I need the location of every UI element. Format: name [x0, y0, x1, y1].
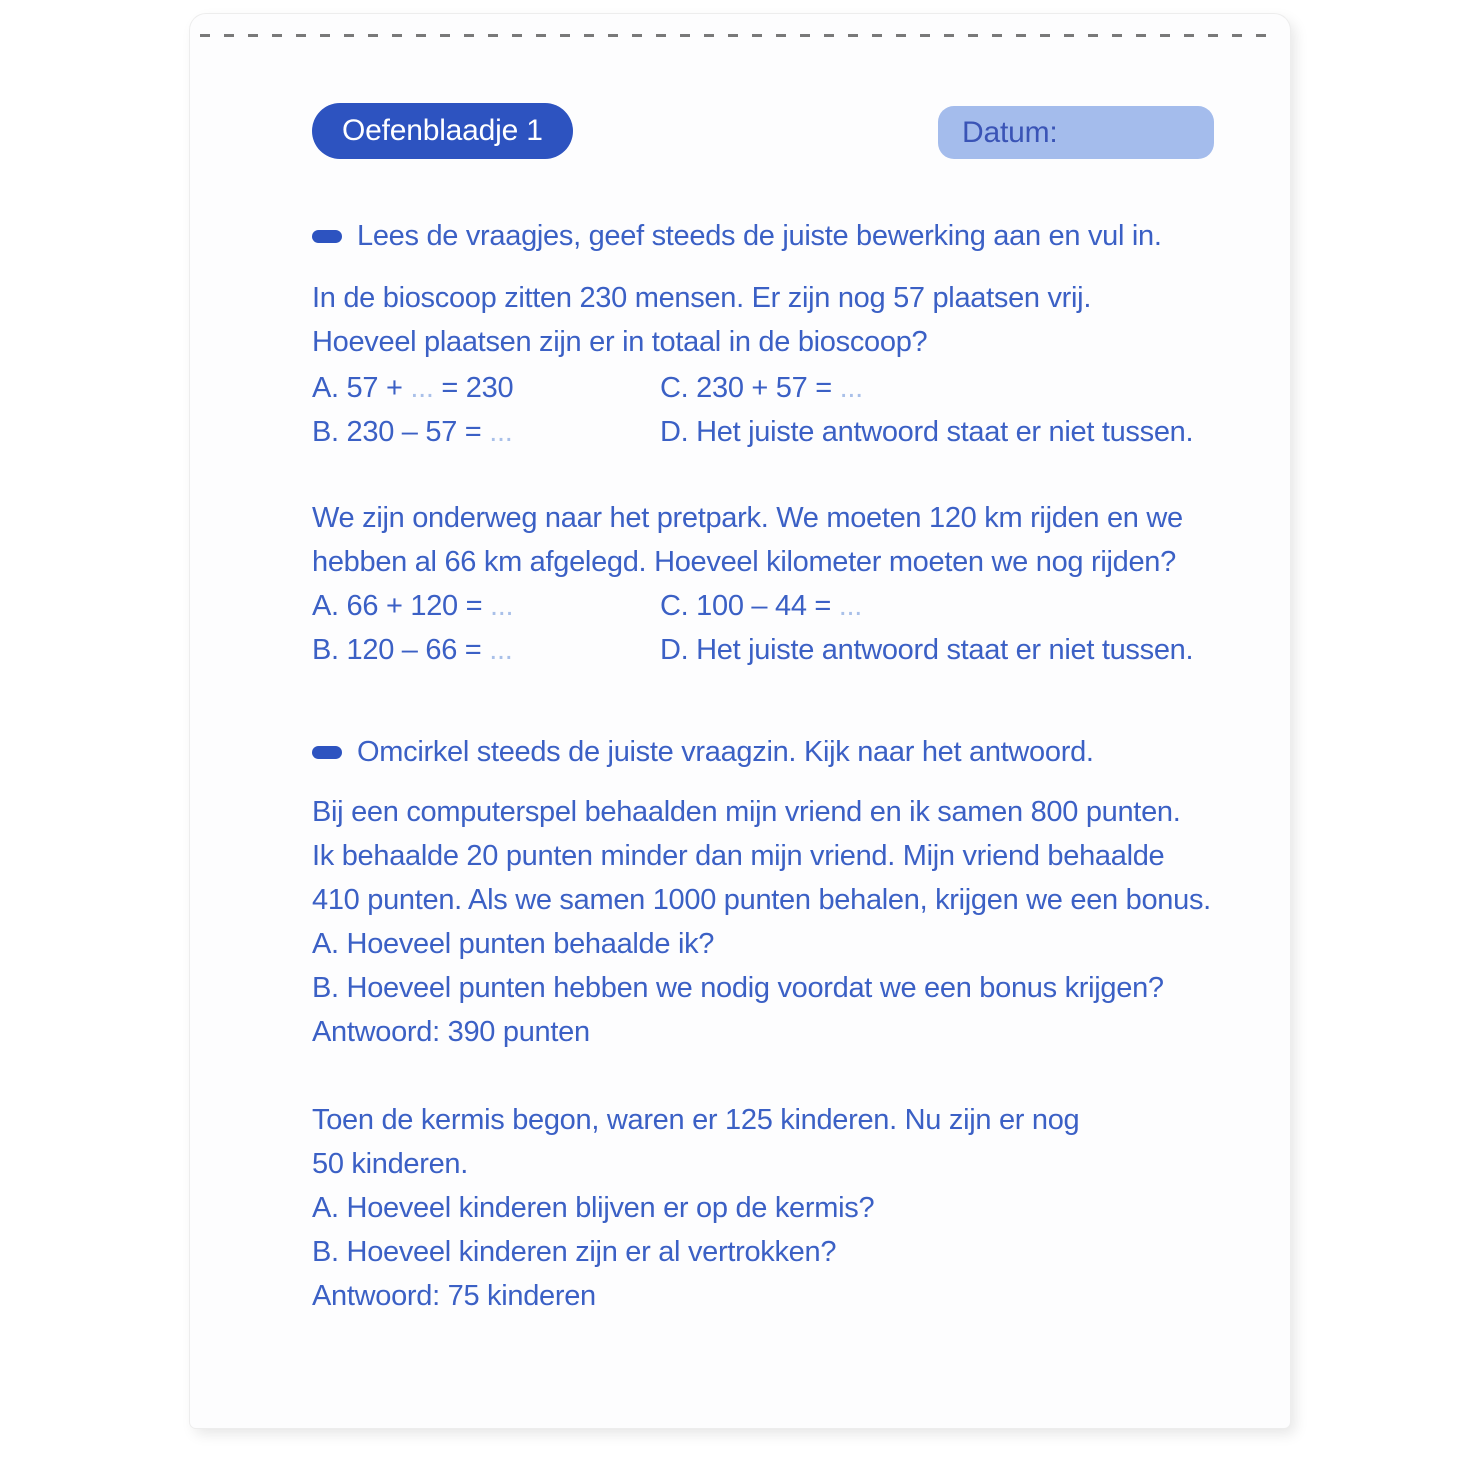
problem-4-line-2: 50 kinderen.: [312, 1148, 469, 1180]
problem-1-text: [312, 276, 1091, 364]
perforation-dashed-line: [200, 34, 1280, 37]
instruction-1-text: Lees de vraagjes, geef steeds de juiste bewerking aan en vul in.: [357, 220, 1162, 252]
problem-3-question-b: B. Hoeveel punten hebben we nodig voordat we een bonus krijgen?: [312, 972, 1164, 1004]
problem-2-line-1: We zijn onderweg naar het pretpark. We moeten 120 km rijden en we: [312, 502, 1183, 534]
option-a-tail: = 230: [433, 372, 514, 404]
option-a-blank-dots: ...: [410, 372, 434, 404]
problem-2-option-d: [660, 628, 1193, 672]
problem-1-line-2: Hoeveel plaatsen zijn er in totaal in de bioscoop?: [312, 326, 928, 358]
option-a-text: A. 57 +: [312, 372, 411, 404]
problem-4-question-a: A. Hoeveel kinderen blijven er op de kermis?: [312, 1192, 875, 1224]
problem-4-question-b: B. Hoeveel kinderen zijn er al vertrokken?: [312, 1236, 837, 1268]
problem-1-option-c: [660, 366, 1193, 410]
problem-1-option-b: [312, 410, 660, 454]
problem-4-line-1: Toen de kermis begon, waren er 125 kinderen. Nu zijn er nog: [312, 1104, 1080, 1136]
problem-1-options: [312, 366, 1193, 454]
option-c-text: C. 230 + 57 =: [660, 372, 840, 404]
problem-1-option-a: [312, 366, 660, 410]
problem-3-text: [312, 790, 1211, 1054]
option-a-blank-dots: ...: [490, 590, 514, 622]
problem-2-option-b: [312, 628, 660, 672]
problem-3-line-1: Bij een computerspel behaalden mijn vriend en ik samen 800 punten.: [312, 796, 1181, 828]
option-d-text: D. Het juiste antwoord staat er niet tussen.: [660, 416, 1194, 448]
problem-3-line-2: Ik behaalde 20 punten minder dan mijn vriend. Mijn vriend behaalde: [312, 840, 1165, 872]
option-b-blank-dots: ...: [489, 634, 513, 666]
option-c-blank-dots: ...: [838, 590, 863, 622]
date-field: [938, 106, 1214, 159]
option-c-blank-dots: ...: [839, 372, 863, 404]
problem-1-option-d: [660, 410, 1193, 454]
instruction-2-text: Omcirkel steeds de juiste vraagzin. Kijk naar het antwoord.: [357, 736, 1094, 768]
option-b-blank-dots: ...: [489, 416, 513, 448]
option-a-text: A. 66 + 120 =: [312, 590, 490, 622]
date-label: Datum:: [962, 116, 1058, 149]
problem-2-option-a: [312, 584, 660, 628]
dash-bullet-icon: [312, 746, 342, 759]
option-b-text: B. 120 – 66 =: [312, 634, 490, 666]
worksheet-page: [190, 14, 1290, 1428]
problem-2-options: [312, 584, 1193, 672]
worksheet-title: Oefenblaadje 1: [342, 114, 543, 147]
problem-3-line-3: 410 punten. Als we samen 1000 punten behalen, krijgen we een bonus.: [312, 884, 1211, 916]
dash-bullet-icon: [312, 230, 342, 243]
problem-1-line-1: In de bioscoop zitten 230 mensen. Er zijn nog 57 plaatsen vrij.: [312, 282, 1092, 314]
worksheet-title-badge: [312, 103, 573, 159]
problem-2-option-c: [660, 584, 1193, 628]
instruction-1: [312, 220, 1162, 253]
option-d-text: D. Het juiste antwoord staat er niet tussen.: [660, 634, 1194, 666]
problem-4-answer: Antwoord: 75 kinderen: [312, 1280, 596, 1312]
problem-4-text: [312, 1098, 1079, 1318]
problem-3-answer: Antwoord: 390 punten: [312, 1016, 590, 1048]
problem-2-text: [312, 496, 1183, 584]
option-b-text: B. 230 – 57 =: [312, 416, 490, 448]
option-c-text: C. 100 – 44 =: [660, 590, 839, 622]
instruction-2: [312, 736, 1094, 769]
problem-3-question-a: A. Hoeveel punten behaalde ik?: [312, 928, 715, 960]
problem-2-line-2: hebben al 66 km afgelegd. Hoeveel kilometer moeten we nog rijden?: [312, 546, 1176, 578]
